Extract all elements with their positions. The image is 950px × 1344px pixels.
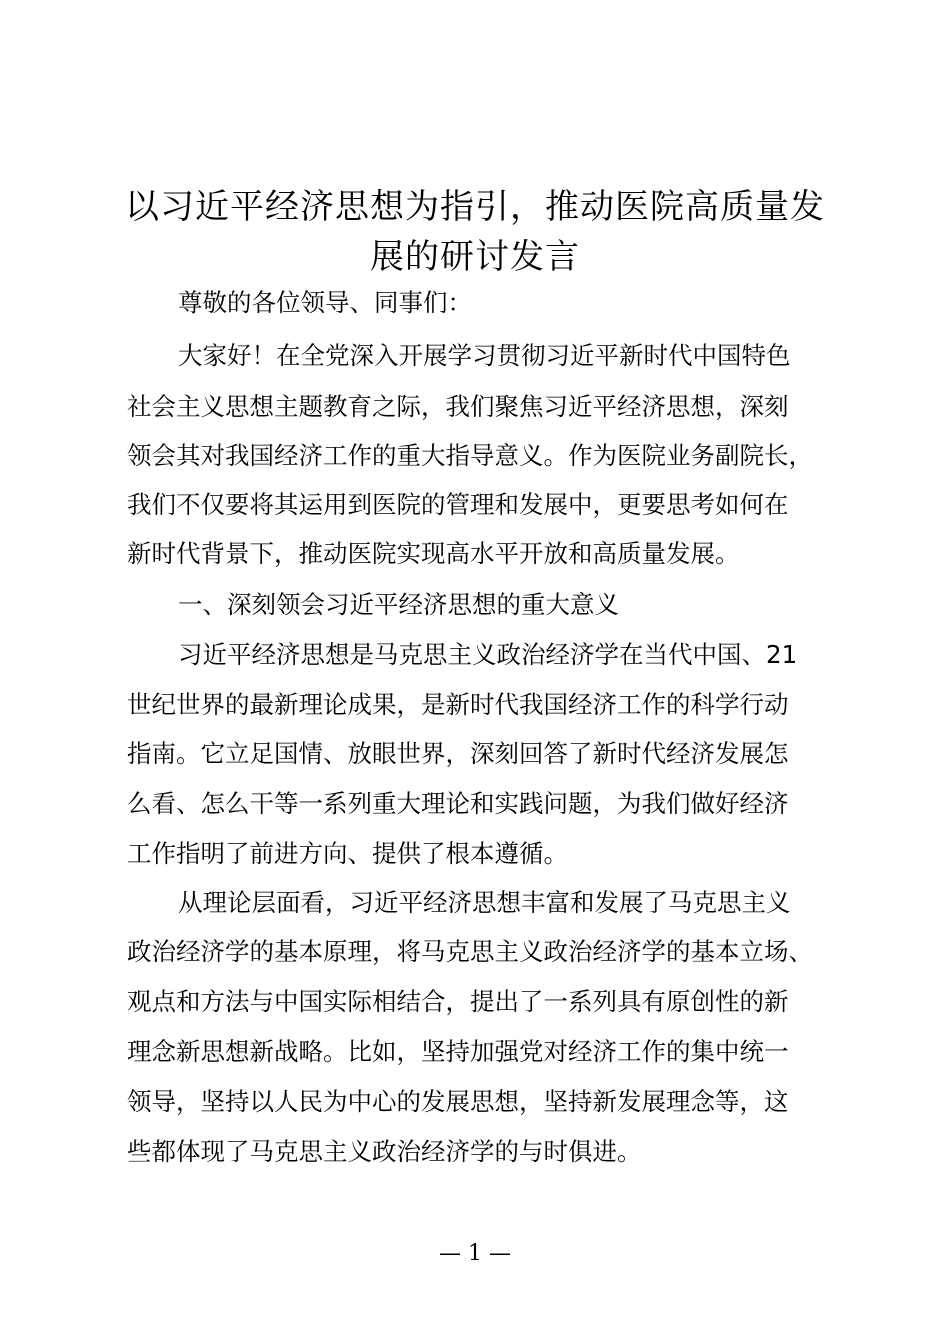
body-line: 社会主义思想主题教育之际，我们聚焦习近平经济思想，深刻: [127, 392, 789, 421]
body-line: 观点和方法与中国实际相结合，提出了一系列具有原创性的新: [127, 987, 789, 1016]
body-line: 政治经济学的基本原理，将马克思主义政治经济学的基本立场、: [127, 937, 813, 966]
body-line: 些都体现了马克思主义政治经济学的与时俱进。: [127, 1137, 642, 1166]
body-line: 大家好！在全党深入开展学习贯彻习近平新时代中国特色: [178, 341, 791, 370]
body-line: 领会其对我国经济工作的重大指导意义。作为医院业务副院长，: [127, 441, 813, 470]
body-line: 世纪世界的最新理论成果，是新时代我国经济工作的科学行动: [127, 690, 789, 719]
page-number: — 1 —: [439, 1241, 511, 1266]
body-line: 我们不仅要将其运用到医院的管理和发展中，更要思考如何在: [127, 490, 789, 519]
body-line: 么看、怎么干等一系列重大理论和实践问题，为我们做好经济: [127, 789, 789, 818]
body-line: 习近平经济思想是马克思主义政治经济学在当代中国、21: [178, 640, 798, 669]
body-line: 工作指明了前进方向、提供了根本遵循。: [127, 839, 568, 868]
document-title-line-1: 以习近平经济思想为指引，推动医院高质量发: [125, 187, 825, 227]
body-line: 新时代背景下，推动医院实现高水平开放和高质量发展。: [127, 539, 740, 568]
body-line: 指南。它立足国情、放眼世界，深刻回答了新时代经济发展怎: [127, 739, 789, 768]
body-line: 理念新思想新战略。比如，坚持加强党对经济工作的集中统一: [127, 1037, 789, 1066]
section-heading: 一、深刻领会习近平经济思想的重大意义: [178, 590, 619, 619]
body-line: 领导，坚持以人民为中心的发展思想，坚持新发展理念等，这: [127, 1087, 789, 1116]
document-title-line-2: 展的研讨发言: [370, 237, 580, 277]
body-line: 从理论层面看，习近平经济思想丰富和发展了马克思主义: [178, 888, 791, 917]
salutation: 尊敬的各位领导、同事们：: [178, 288, 472, 317]
